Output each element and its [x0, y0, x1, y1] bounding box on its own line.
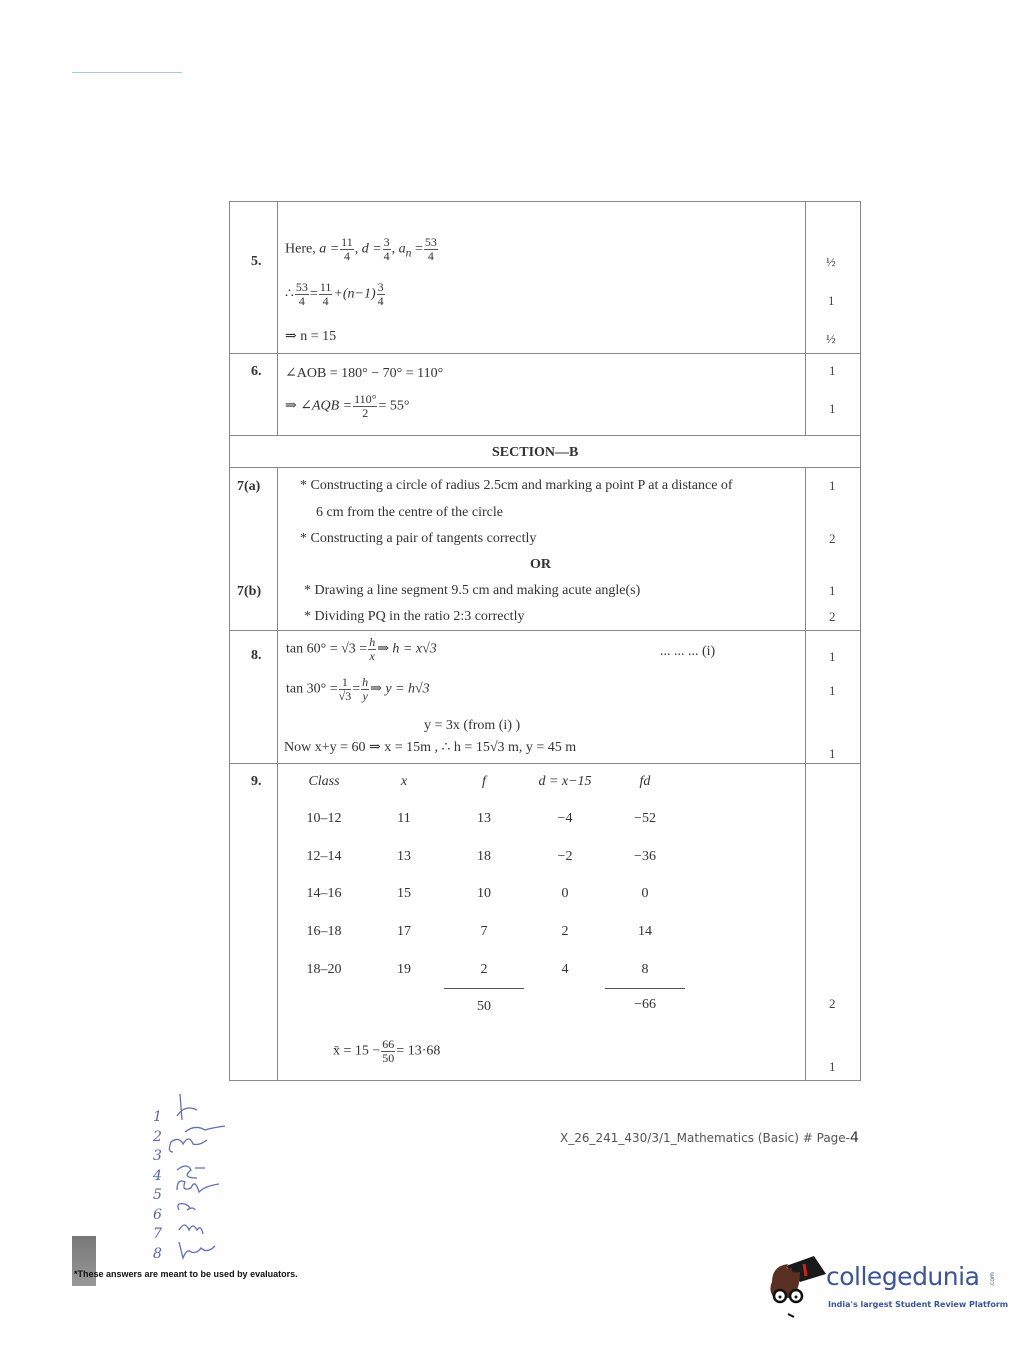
table-cell: 4 [561, 961, 569, 977]
marks: 1 [829, 583, 836, 598]
table-cell: 18 [477, 848, 491, 864]
table-cell: 10 [477, 886, 491, 902]
logo-wordmark: collegedunia [826, 1262, 980, 1291]
equation-ref: ... ... ... (i) [660, 644, 716, 659]
table-cell: −36 [634, 848, 656, 864]
q7b-line-1: * Drawing a line segment 9.5 cm and making acute angle(s) [304, 583, 641, 598]
table-cell: 15 [397, 886, 411, 902]
marks: 1 [828, 293, 835, 308]
q5-line-1: Here, a = $\frac{11}{4}$ , d = $\frac{3}{4}$ , $a_n$ = $\frac{53}{4}$ [285, 235, 437, 263]
handwritten-number: 8 [153, 1245, 162, 1262]
handwritten-number: 7 [153, 1226, 162, 1242]
table-cell: 2 [561, 924, 569, 940]
page-footer: X_26_241_430/3/1_Mathematics (Basic) # Page-4 [560, 1130, 859, 1146]
question-number: 7(b) [237, 584, 262, 599]
handwritten-number: 4 [153, 1167, 162, 1184]
sum-fd: −66 [634, 997, 656, 1012]
q7b-line-2: * Dividing PQ in the ratio 2:3 correctly [304, 609, 525, 624]
q7a-line-1b: 6 cm from the centre of the circle [316, 505, 503, 520]
question-number: 7(a) [237, 479, 261, 494]
marks: ½ [826, 254, 836, 269]
table-cell: 13 [477, 811, 491, 826]
handwritten-number: 2 [153, 1128, 162, 1145]
q5-line-2: ∴ $\frac{53}{4}$ = $\frac{11}{4}$ +(n−1) $\frac{3}{4}$ [285, 280, 384, 308]
table-cell: 13 [397, 848, 411, 864]
marks: 1 [829, 683, 836, 698]
table-cell: 11 [397, 811, 411, 826]
mascot-icon [766, 1252, 828, 1320]
handwritten-number: 5 [153, 1187, 162, 1203]
question-number: 9. [251, 774, 262, 789]
marks: 1 [829, 363, 836, 378]
table-cell: 7 [480, 924, 488, 940]
q8-line-4: Now x+y = 60 ⇒ x = 15m , ∴ h = 15√3 m, y = 45 m [284, 740, 577, 755]
marks: 1 [829, 1059, 836, 1074]
handwritten-number: 3 [153, 1148, 162, 1164]
table-cell: 0 [641, 886, 649, 902]
table-cell: 10–12 [306, 811, 342, 826]
evaluator-note: *These answers are meant to be used by evaluators. [74, 1269, 298, 1279]
table-cell: −2 [557, 848, 573, 864]
question-number: 8. [251, 648, 262, 663]
table-cell: −4 [557, 811, 573, 826]
table-cell: 17 [397, 924, 411, 940]
column-header: Class [308, 774, 340, 789]
section-heading: SECTION—B [492, 445, 579, 460]
q7a-line-2: * Constructing a pair of tangents correctly [300, 531, 537, 546]
q7a-line-1: * Constructing a circle of radius 2.5cm and marking a point P at a distance of [300, 478, 733, 493]
table-cell: 0 [561, 886, 569, 902]
question-number: 6. [251, 364, 262, 379]
q8-line-1: tan 60° = √3 = $\frac{h}{x}$ ⇒ h = x√3 [286, 635, 437, 663]
q6-line-2: ⇒ ∠AQB = $\frac{110^\circ}{2}$ = 55° [285, 392, 410, 420]
column-header: fd [639, 774, 651, 789]
marks: 1 [829, 478, 836, 493]
table-cell: −52 [634, 811, 656, 826]
marks: ½ [826, 331, 836, 346]
q8-line-3: y = 3x (from (i) ) [424, 718, 521, 733]
table-cell: 14 [638, 924, 652, 940]
table-cell: 12–14 [306, 848, 342, 864]
signature-scribbles [165, 1090, 250, 1265]
table-cell: 18–20 [306, 961, 342, 977]
sum-f: 50 [477, 999, 491, 1014]
or-label: OR [530, 557, 551, 572]
handwritten-number: 6 [153, 1206, 162, 1223]
logo-tagline: India's largest Student Review Platform [828, 1300, 1009, 1309]
table-cell: 14–16 [306, 886, 342, 902]
table-cell: 8 [641, 961, 649, 977]
q8-line-2: tan 30° = $\frac{1}{√3}$ = $\frac{h}{y}$ ⇒ y = h√3 [286, 675, 430, 703]
logo-com: .com [988, 1272, 996, 1287]
marks: 1 [829, 649, 836, 664]
marks: 1 [829, 746, 836, 761]
table-cell: 2 [480, 961, 488, 977]
q6-line-1: ∠AOB = 180° − 70° = 110° [285, 366, 444, 381]
column-header: f [482, 774, 486, 789]
top-rule [72, 72, 182, 73]
marks: 1 [829, 401, 836, 416]
handwritten-number: 1 [153, 1109, 162, 1125]
marks: 2 [829, 531, 836, 546]
mean-formula: x̄ = 15 − $\frac{66}{50}$ = 13·68 [333, 1037, 441, 1065]
column-header: x [400, 774, 408, 789]
question-number: 5. [251, 254, 262, 269]
column-header: d = x−15 [538, 774, 592, 789]
marks: 2 [829, 996, 836, 1011]
q5-line-3: ⇒ n = 15 [285, 329, 337, 344]
table-cell: 19 [397, 961, 411, 977]
marks: 2 [829, 609, 836, 624]
table-cell: 16–18 [306, 924, 342, 940]
